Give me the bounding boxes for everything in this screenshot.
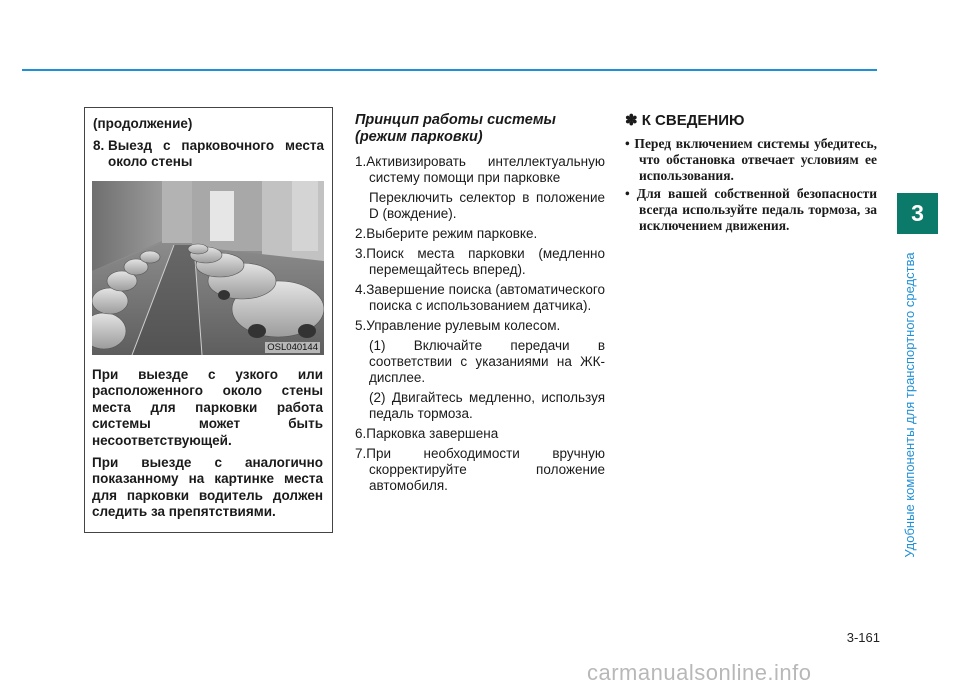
step-item: 4.Завершение поиска (автоматического поиска с использованием датчика). bbox=[355, 282, 605, 313]
step-item: 5.Управление рулевым колесом. bbox=[355, 318, 561, 333]
box-header bbox=[93, 116, 324, 170]
step-item: 7.При необходимости вручную скорректируйте положение автомобиля. bbox=[355, 446, 605, 493]
step-item: 1.Активизировать интеллектуальную систему помощи при парковке bbox=[355, 154, 605, 185]
info-bullet: • Для вашей собственной безопасности всегда используйте педаль тормоза, за исключением движения. bbox=[625, 186, 877, 233]
step-item: 3.Поиск места парковки (медленно перемещайтесь вперед). bbox=[355, 246, 605, 277]
watermark: carmanualsonline.info bbox=[587, 660, 812, 685]
chapter-tab[interactable]: 3 bbox=[897, 193, 938, 234]
info-section bbox=[625, 112, 877, 236]
step-8-number: 8. bbox=[93, 138, 105, 153]
main-section bbox=[355, 112, 605, 498]
box-note-1: При выезде с узкого или расположенного около стены места для парковки работа системы может быть несоответствующей. bbox=[92, 367, 323, 448]
step-sub: Переключить селектор в положение D (вождение). bbox=[369, 190, 605, 221]
info-title: ✽ К СВЕДЕНИЮ bbox=[625, 112, 745, 129]
parking-illustration-svg bbox=[92, 181, 324, 355]
step-sub: (1) Включайте передачи в соответствии с указаниями на ЖК-дисплее. bbox=[369, 338, 605, 385]
parking-illustration bbox=[92, 181, 324, 355]
step-item: 6.Парковка завершена bbox=[355, 426, 499, 441]
info-bullet: • Перед включением системы убедитесь, что обстановка отвечает условиям ее использования. bbox=[625, 136, 877, 183]
step-8 bbox=[93, 138, 324, 170]
chapter-title: Удобные компоненты для транспортного средства bbox=[902, 252, 917, 558]
step-8-text: Выезд с парковочного места около стены bbox=[108, 138, 324, 169]
box-notes bbox=[92, 367, 323, 527]
chapter-title-vertical bbox=[900, 240, 920, 570]
page-number: 3-161 bbox=[846, 630, 880, 645]
image-code-label: OSL040144 bbox=[267, 342, 318, 353]
step-sub: (2) Двигайтесь медленно, используя педаль тормоза. bbox=[369, 390, 605, 421]
header-rule bbox=[22, 69, 877, 71]
step-item: 2.Выберите режим парковке. bbox=[355, 226, 538, 241]
continued-label: (продолжение) bbox=[93, 116, 193, 131]
section-title: Принцип работы системы (режим парковки) bbox=[355, 112, 556, 145]
box-note-2: При выезде с аналогично показанному на картинке места для парковки водитель должен следить за препятствиями. bbox=[92, 455, 323, 520]
